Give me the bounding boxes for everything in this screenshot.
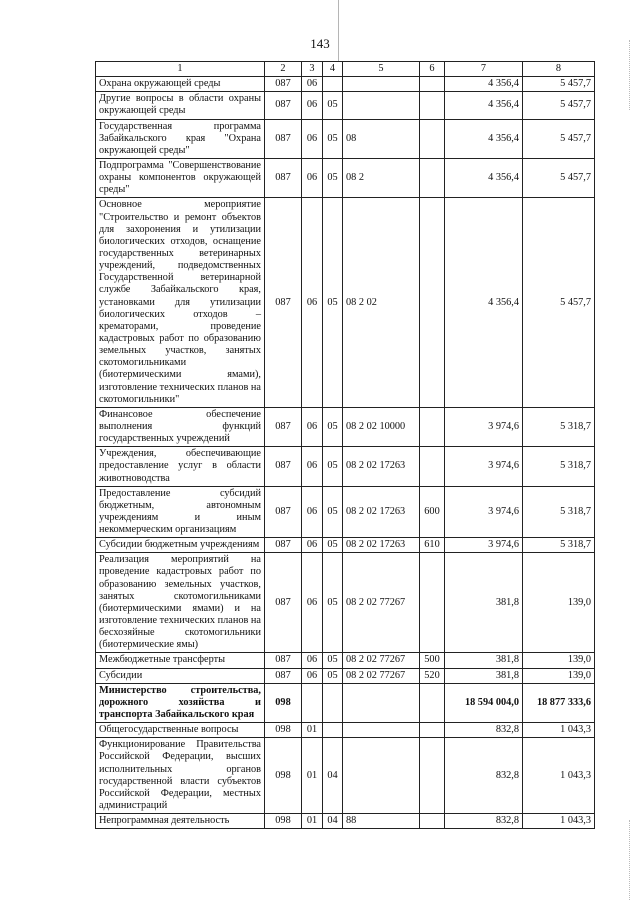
fold-line	[338, 0, 339, 62]
header-cell: 4	[323, 62, 343, 77]
subsection-cell: 05	[323, 119, 343, 158]
row-name-cell: Реализация мероприятий на проведение кадастровых работ по образованию земельных участков, занятых скотомогильниками (биотермическими ямами) и на изготовление технических планов на бесхозяйные скотомогильники (биотермические ямы)	[96, 553, 265, 653]
target-item-cell	[343, 738, 420, 814]
row-name-cell: Подпрограмма "Совершенствование охраны компонентов окружающей среды"	[96, 158, 265, 197]
target-item-cell	[343, 723, 420, 738]
row-name-cell: Субсидии	[96, 668, 265, 683]
expense-type-cell	[420, 119, 445, 158]
amount-year1-cell: 4 356,4	[445, 119, 523, 158]
subsection-cell: 05	[323, 486, 343, 538]
admin-code-cell: 098	[265, 683, 302, 722]
amount-year1-cell: 832,8	[445, 738, 523, 814]
target-item-cell: 08 2 02 17263	[343, 486, 420, 538]
admin-code-cell: 087	[265, 486, 302, 538]
row-name-cell: Функционирование Правительства Российской Федерации, высших исполнительных органов государственной власти субъектов Российской Федерации, местных администраций	[96, 738, 265, 814]
subsection-cell: 05	[323, 668, 343, 683]
amount-year1-cell: 832,8	[445, 814, 523, 829]
table-row	[96, 738, 595, 814]
admin-code-cell: 087	[265, 668, 302, 683]
row-name-cell: Министерство строительства, дорожного хозяйства и транспорта Забайкальского края	[96, 683, 265, 722]
admin-code-cell: 087	[265, 77, 302, 92]
header-cell: 3	[302, 62, 323, 77]
target-item-cell	[343, 77, 420, 92]
row-name-cell: Предоставление субсидий бюджетным, автономным учреждениям и иным некоммерческим организациям	[96, 486, 265, 538]
subsection-cell: 05	[323, 92, 343, 119]
section-cell: 01	[302, 723, 323, 738]
table-row	[96, 92, 595, 119]
target-item-cell: 08 2	[343, 158, 420, 197]
amount-year1-cell: 4 356,4	[445, 198, 523, 407]
table-row	[96, 538, 595, 553]
target-item-cell: 88	[343, 814, 420, 829]
subsection-cell: 05	[323, 198, 343, 407]
table-row	[96, 668, 595, 683]
row-name-cell: Общегосударственные вопросы	[96, 723, 265, 738]
expense-type-cell	[420, 447, 445, 486]
subsection-cell: 05	[323, 158, 343, 197]
expense-type-cell	[420, 77, 445, 92]
row-name-cell: Государственная программа Забайкальского края "Охрана окружающей среды"	[96, 119, 265, 158]
subsection-cell: 05	[323, 447, 343, 486]
row-name-cell: Субсидии бюджетным учреждениям	[96, 538, 265, 553]
header-cell: 6	[420, 62, 445, 77]
amount-year2-cell: 5 457,7	[523, 92, 595, 119]
section-cell: 06	[302, 158, 323, 197]
section-cell: 06	[302, 77, 323, 92]
header-cell: 7	[445, 62, 523, 77]
amount-year2-cell: 1 043,3	[523, 814, 595, 829]
section-cell: 01	[302, 814, 323, 829]
row-name-cell: Непрограммная деятельность	[96, 814, 265, 829]
table-row	[96, 77, 595, 92]
section-cell: 06	[302, 553, 323, 653]
amount-year1-cell: 4 356,4	[445, 92, 523, 119]
row-name-cell: Основное мероприятие "Строительство и ремонт объектов для захоронения и утилизации биологических отходов, оснащение государственных ветеринарных учреждений, подведомственных Государственной ветеринарной службе Забайкальского края, установками для утилизации биологических отходов – крематорами, проведение кадастровых работ по образованию земельных участков, занятых скотомогильниками (биотермическими ямами), изготовление технических планов на скотомогильники"	[96, 198, 265, 407]
amount-year2-cell: 5 457,7	[523, 119, 595, 158]
admin-code-cell: 098	[265, 814, 302, 829]
expense-type-cell: 500	[420, 653, 445, 668]
expense-type-cell	[420, 553, 445, 653]
subsection-cell: 04	[323, 814, 343, 829]
target-item-cell: 08 2 02 77267	[343, 553, 420, 653]
table-row	[96, 447, 595, 486]
section-cell: 06	[302, 447, 323, 486]
table-row	[96, 723, 595, 738]
amount-year2-cell: 5 457,7	[523, 77, 595, 92]
amount-year1-cell: 3 974,6	[445, 447, 523, 486]
amount-year2-cell: 5 318,7	[523, 407, 595, 446]
amount-year1-cell: 381,8	[445, 653, 523, 668]
amount-year2-cell: 5 457,7	[523, 158, 595, 197]
amount-year2-cell: 5 318,7	[523, 486, 595, 538]
target-item-cell: 08	[343, 119, 420, 158]
section-cell: 06	[302, 407, 323, 446]
section-cell: 01	[302, 738, 323, 814]
table-row	[96, 158, 595, 197]
amount-year1-cell: 18 594 004,0	[445, 683, 523, 722]
table-row	[96, 814, 595, 829]
target-item-cell	[343, 92, 420, 119]
subsection-cell: 04	[323, 738, 343, 814]
target-item-cell: 08 2 02	[343, 198, 420, 407]
table-row	[96, 119, 595, 158]
amount-year1-cell: 381,8	[445, 553, 523, 653]
amount-year1-cell: 3 974,6	[445, 407, 523, 446]
target-item-cell: 08 2 02 77267	[343, 668, 420, 683]
table-row	[96, 553, 595, 653]
subsection-cell	[323, 683, 343, 722]
admin-code-cell: 087	[265, 447, 302, 486]
table-row	[96, 407, 595, 446]
amount-year2-cell: 1 043,3	[523, 738, 595, 814]
section-cell: 06	[302, 653, 323, 668]
row-name-cell: Учреждения, обеспечивающие предоставление услуг в области животноводства	[96, 447, 265, 486]
expense-type-cell	[420, 407, 445, 446]
header-cell: 5	[343, 62, 420, 77]
subsection-cell: 05	[323, 653, 343, 668]
target-item-cell	[343, 683, 420, 722]
section-cell: 06	[302, 119, 323, 158]
admin-code-cell: 087	[265, 407, 302, 446]
section-cell: 06	[302, 198, 323, 407]
subsection-cell	[323, 723, 343, 738]
subsection-cell	[323, 77, 343, 92]
budget-table	[95, 61, 595, 829]
table-body	[96, 62, 595, 829]
amount-year1-cell: 4 356,4	[445, 77, 523, 92]
admin-code-cell: 098	[265, 723, 302, 738]
scan-edge-mark	[628, 40, 630, 110]
row-name-cell: Межбюджетные трансферты	[96, 653, 265, 668]
amount-year1-cell: 381,8	[445, 668, 523, 683]
amount-year2-cell: 139,0	[523, 553, 595, 653]
expense-type-cell	[420, 723, 445, 738]
target-item-cell: 08 2 02 10000	[343, 407, 420, 446]
amount-year1-cell: 4 356,4	[445, 158, 523, 197]
row-name-cell: Охрана окружающей среды	[96, 77, 265, 92]
header-cell: 8	[523, 62, 595, 77]
table-row	[96, 486, 595, 538]
amount-year1-cell: 3 974,6	[445, 538, 523, 553]
admin-code-cell: 087	[265, 158, 302, 197]
expense-type-cell	[420, 738, 445, 814]
row-name-cell: Другие вопросы в области охраны окружающей среды	[96, 92, 265, 119]
table-row	[96, 683, 595, 722]
admin-code-cell: 087	[265, 92, 302, 119]
subsection-cell: 05	[323, 407, 343, 446]
table-row	[96, 198, 595, 407]
page-number: 143	[310, 36, 330, 51]
table-header-row	[96, 62, 595, 77]
amount-year2-cell: 18 877 333,6	[523, 683, 595, 722]
expense-type-cell: 610	[420, 538, 445, 553]
row-name-cell: Финансовое обеспечение выполнения функций государственных учреждений	[96, 407, 265, 446]
expense-type-cell	[420, 92, 445, 119]
subsection-cell: 05	[323, 538, 343, 553]
scan-edge-mark	[628, 820, 630, 900]
amount-year2-cell: 5 318,7	[523, 538, 595, 553]
amount-year2-cell: 5 318,7	[523, 447, 595, 486]
expense-type-cell	[420, 814, 445, 829]
expense-type-cell: 600	[420, 486, 445, 538]
section-cell: 06	[302, 92, 323, 119]
subsection-cell: 05	[323, 553, 343, 653]
section-cell: 06	[302, 538, 323, 553]
admin-code-cell: 087	[265, 653, 302, 668]
amount-year2-cell: 5 457,7	[523, 198, 595, 407]
admin-code-cell: 087	[265, 119, 302, 158]
expense-type-cell	[420, 198, 445, 407]
admin-code-cell: 087	[265, 553, 302, 653]
section-cell: 06	[302, 668, 323, 683]
amount-year2-cell: 139,0	[523, 668, 595, 683]
section-cell	[302, 683, 323, 722]
table-row	[96, 653, 595, 668]
admin-code-cell: 087	[265, 198, 302, 407]
amount-year2-cell: 139,0	[523, 653, 595, 668]
expense-type-cell	[420, 683, 445, 722]
expense-type-cell	[420, 158, 445, 197]
amount-year1-cell: 832,8	[445, 723, 523, 738]
target-item-cell: 08 2 02 17263	[343, 538, 420, 553]
admin-code-cell: 098	[265, 738, 302, 814]
header-cell: 1	[96, 62, 265, 77]
target-item-cell: 08 2 02 17263	[343, 447, 420, 486]
admin-code-cell: 087	[265, 538, 302, 553]
target-item-cell: 08 2 02 77267	[343, 653, 420, 668]
amount-year1-cell: 3 974,6	[445, 486, 523, 538]
expense-type-cell: 520	[420, 668, 445, 683]
header-cell: 2	[265, 62, 302, 77]
amount-year2-cell: 1 043,3	[523, 723, 595, 738]
section-cell: 06	[302, 486, 323, 538]
